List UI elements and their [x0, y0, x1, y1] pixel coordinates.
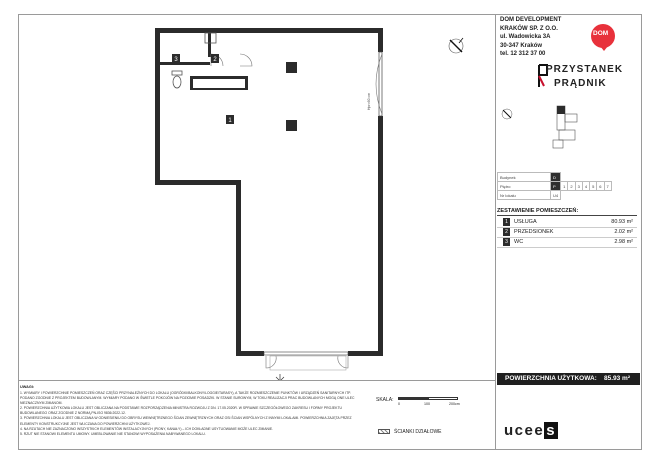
grid-label: Nr lokalu	[498, 191, 551, 200]
uceeS-logo	[504, 422, 558, 439]
total-area-value: 85.93 m²	[603, 375, 630, 382]
dom-logo-pin	[600, 46, 608, 51]
note-item: 5. RZUT NIE STANOWI ELEMENTU UMOWY. UMEBLOWANIE NIE STANOWI WYPOSAŻENIA NABYWANEGO LOKALU.	[20, 431, 206, 436]
company-info	[500, 16, 561, 59]
grid-row-building	[498, 173, 612, 182]
dimension-label: Hpr=60 cm	[367, 92, 371, 110]
room-number: 1	[503, 218, 510, 226]
room-label-3: 3	[174, 57, 178, 63]
notes-body	[20, 391, 360, 437]
room-area: 80.93 m²	[611, 219, 633, 225]
room-name: WC	[514, 239, 524, 245]
scale-tick: 200cm	[449, 402, 460, 406]
room-label-1: 1	[228, 118, 232, 124]
grid-cell: 3	[575, 182, 582, 191]
grid-row-floor	[498, 182, 612, 191]
dom-logo-text: DOM	[593, 30, 609, 37]
grid-cell: P	[551, 182, 561, 191]
company-phone: tel. 12 312 37 00	[500, 51, 546, 58]
room-area: 2.98 m²	[614, 239, 633, 245]
note-item: 3. POWIERZCHNIA LOKALU JEST OBLICZANA W ODNIESIENIU DO OBRYSU WEWNĘTRZNEGO ŚCIAN ZEWNĘTRZNYCH ORAZ OSI ŚCIAN WSPÓLNYCH Z INNYMI LOKALAMI. POWIERZCHNIA ZAJĘTA PRZEZ ELEMENTY KONSTRUKCYJNE JEST WLICZANA DO POWIERZCHNI UŻYTKOWEJ.	[20, 416, 352, 426]
mini-compass-icon	[502, 109, 512, 119]
rooms-title: ZESTAWIENIE POMIESZCZEŃ:	[497, 208, 579, 214]
scale-tick: 0	[398, 402, 400, 406]
room-name: USŁUGA	[514, 219, 537, 225]
room-number: 3	[503, 238, 510, 246]
project-name-line1: PRZYSTANEK	[546, 64, 624, 75]
room-row	[497, 228, 637, 238]
brand-suffix: s	[546, 422, 557, 439]
site-key-plan	[497, 100, 597, 160]
room-row	[497, 238, 637, 248]
room-number: 2	[503, 228, 510, 236]
legend-label: ŚCIANKI DZIAŁOWE	[394, 429, 442, 435]
grid-label: Budynek	[498, 173, 551, 182]
grid-row-unit	[498, 191, 612, 200]
partition-wall-swatch	[378, 429, 390, 434]
note-item: 4. NA RZUTACH NIE ZAZNACZONO WSZYSTKICH ELEMENTÓW INSTALACYJNYCH (PIONY, KANAŁY) – ICH DOKŁADNE USYTUOWANIE MOŻE ULEC ZMIANIE.	[20, 426, 274, 431]
grid-cell: 2	[568, 182, 575, 191]
brand-prefix: ucee	[504, 422, 545, 439]
grid-cell: 5	[590, 182, 597, 191]
company-street: ul. Wadowicka 3A	[500, 34, 551, 41]
company-name-2: KRAKÓW SP. Z O.O.	[500, 25, 558, 32]
total-area-label: POWIERZCHNIA UŻYTKOWA:	[505, 375, 597, 382]
grid-cell: U4	[551, 191, 561, 200]
grid-cell: 4	[582, 182, 589, 191]
grid-cell: 6	[597, 182, 604, 191]
rooms-title-underline	[497, 215, 637, 216]
total-area-bar	[497, 373, 640, 385]
grid-cell: 7	[604, 182, 611, 191]
grid-label: Piętro	[498, 182, 551, 191]
scale-label: SKALA:	[376, 397, 394, 403]
scale-bar	[398, 397, 458, 400]
floor-plan	[18, 14, 496, 380]
company-city: 30-347 Kraków	[500, 42, 543, 49]
grid-cell: D	[551, 173, 561, 182]
grid-cell: 1	[561, 182, 568, 191]
project-name-line2: PRĄDNIK	[554, 78, 607, 89]
room-name: PRZEDSIONEK	[514, 229, 554, 235]
room-label-2: 2	[213, 57, 217, 63]
room-row	[497, 218, 637, 228]
location-grid	[497, 172, 612, 200]
company-name-1: DOM DEVELOPMENT	[500, 17, 562, 23]
scale-tick: 100	[424, 402, 430, 406]
notes-divider	[18, 380, 496, 381]
notes-title: UWAGI:	[20, 385, 35, 389]
room-area: 2.02 m²	[614, 229, 633, 235]
compass-icon	[449, 38, 463, 53]
note-item: 2. POWIERZCHNIA UŻYTKOWA LOKALU JEST OBLICZANA NA PODSTAWIE ROZPORZĄDZENIA MINISTRA ROZWOJU Z DN. 17.05.2020R. W SPRAWIE SZCZEGÓŁOWEGO ZAKRESU I FORMY PROJEKTU BUDOWLANEGO ORAZ ZGODNIE Z NORMĄ PN-ISO 9836:2022-12.	[20, 406, 342, 416]
note-item: 1. WYMIARY I POWIERZCHNIE POMIESZCZEŃ ORAZ CZĘŚCI PRZYNALEŻNYCH DO LOKALU (OGRÓDKI/BALKONY/LOGGIE/TARASY), A TAKŻE ROZMIESZCZENIE PUNKTÓW I URZĄDZEŃ SANITARNYCH ITP. PODANO ZGODNIE Z PROJEKTEM BUDOWLANYM. WYMIARY PODANO W ŚWIETLE POKOJÓW NA POZIOMIE POSADZKI. W STANIE SUROWYM, W TOKU REALIZACJI PRAC BUDOWLANYCH MOGĄ ONE ULEC NIEZNACZNYM ZMIANOM.	[20, 391, 355, 406]
